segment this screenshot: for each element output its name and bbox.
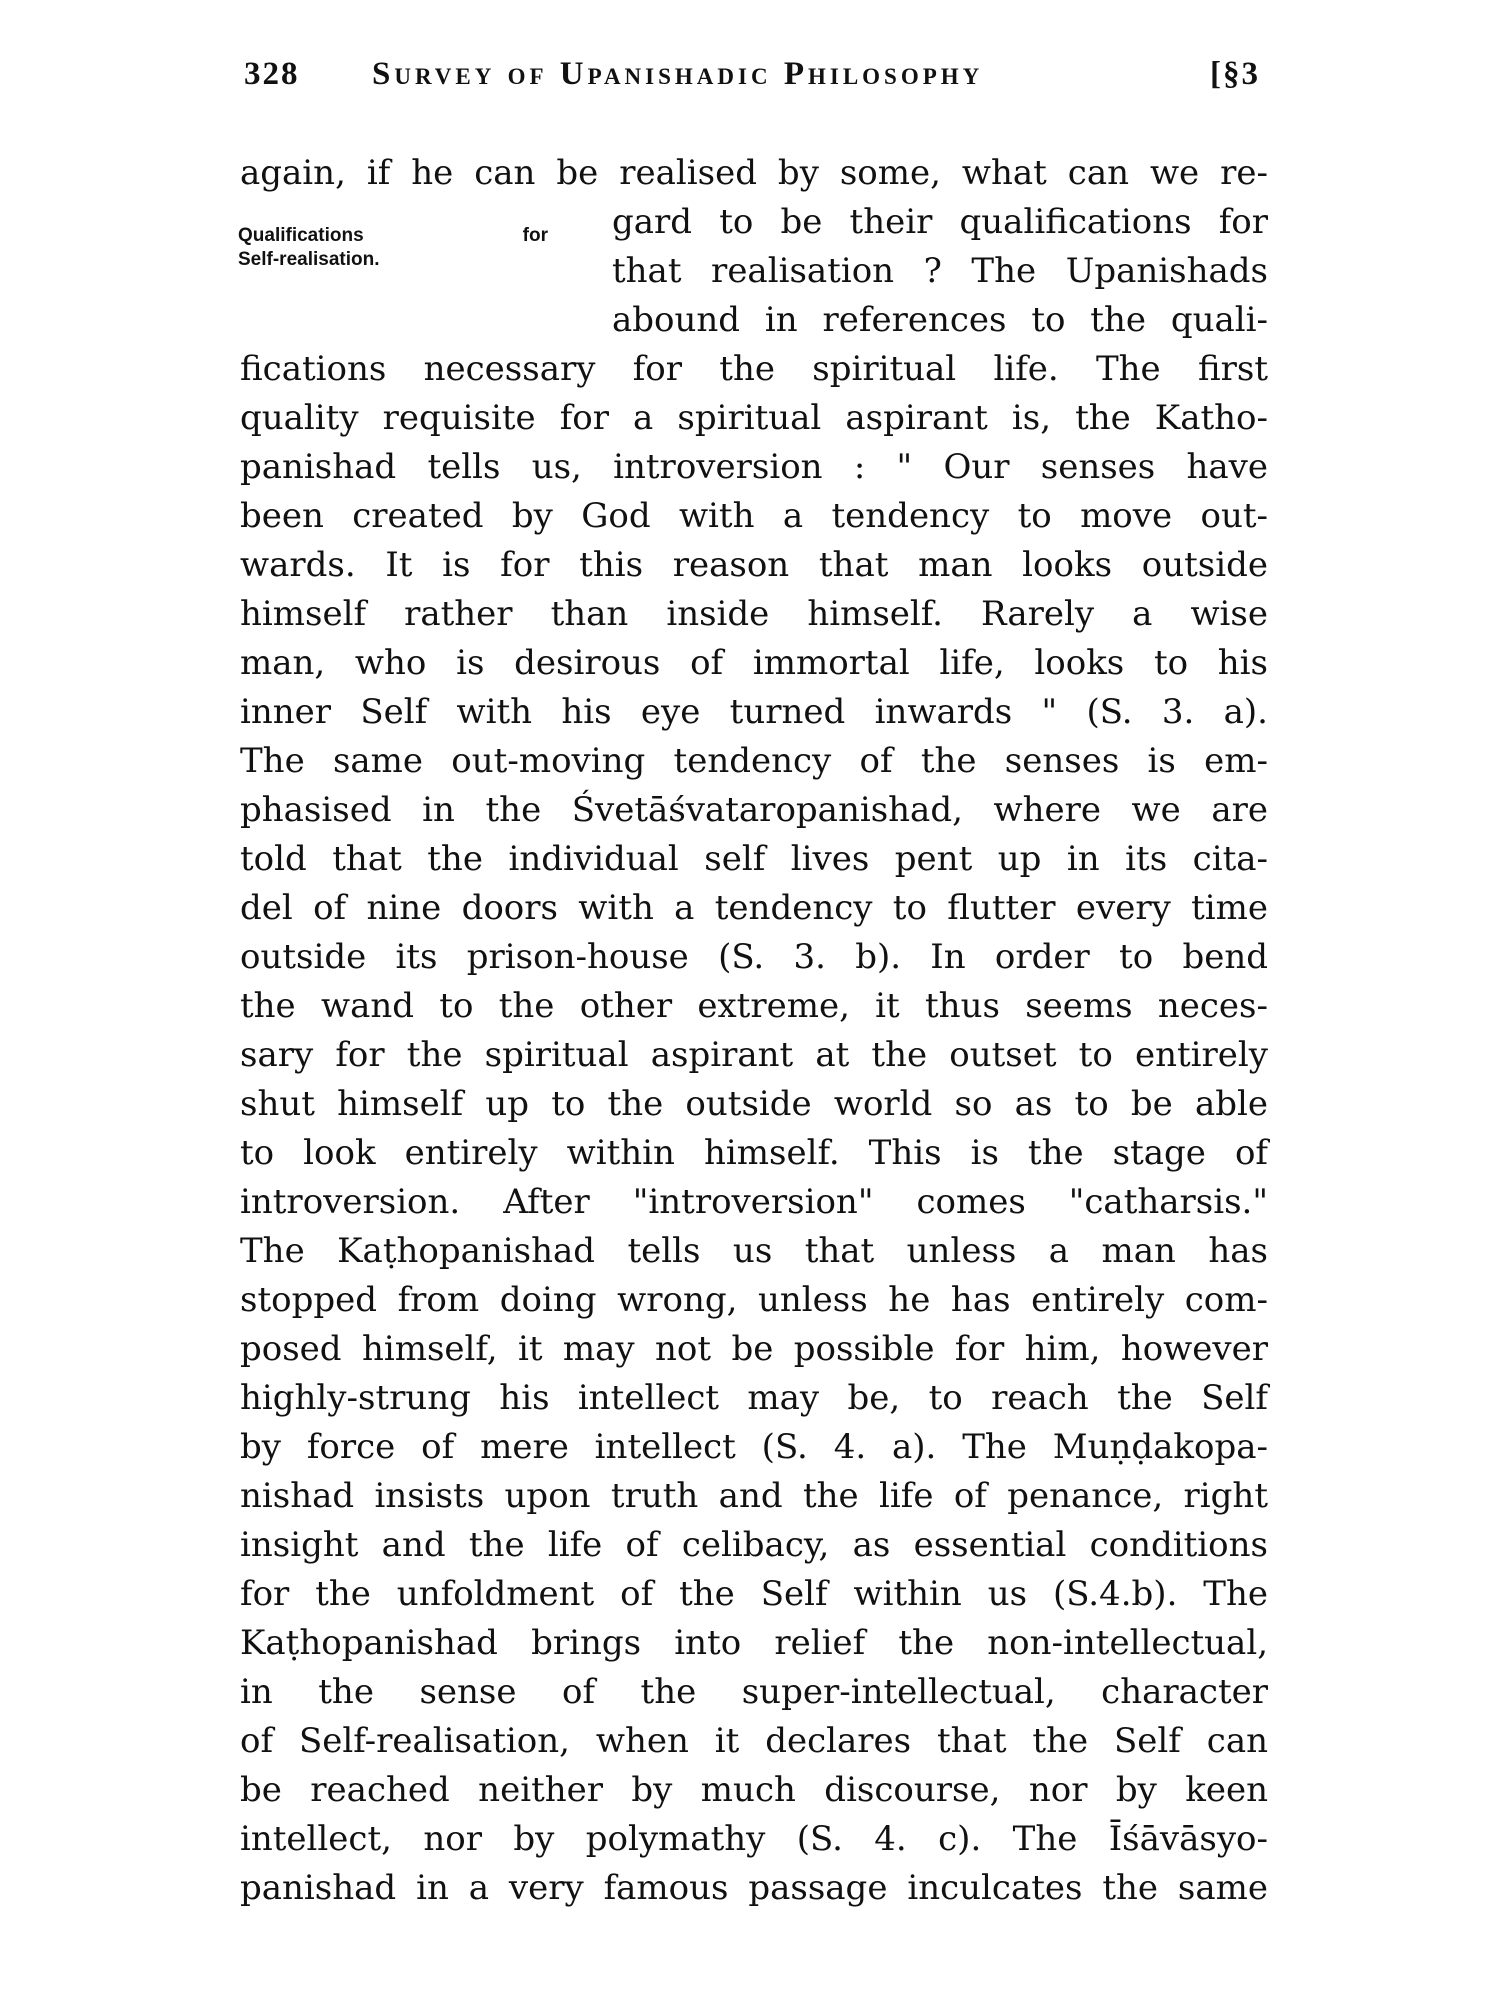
text-line: for the unfoldment of the Self within us (S.4.b). The — [240, 1574, 1268, 1614]
marginal-note — [238, 224, 548, 272]
text-line: highly-strung his intellect may be, to reach the Self — [240, 1378, 1268, 1418]
text-line: panishad in a very famous passage inculcates the same — [240, 1868, 1268, 1908]
running-title: Survey of Upanishadic Philosophy — [372, 56, 984, 92]
text-line: intellect, nor by polymathy (S. 4. c). The Īśāvāsyo- — [240, 1819, 1268, 1859]
text-line: posed himself, it may not be possible for him, however — [240, 1329, 1268, 1369]
section-mark: [§3 — [1210, 56, 1260, 92]
text-line: The same out-moving tendency of the senses is em- — [240, 741, 1268, 781]
text-line: to look entirely within himself. This is the stage of — [240, 1133, 1268, 1173]
text-line: again, if he can be realised by some, what can we re- — [240, 153, 1268, 193]
text-line: del of nine doors with a tendency to flutter every time — [240, 888, 1268, 928]
text-line: the wand to the other extreme, it thus seems neces- — [240, 986, 1268, 1026]
text-line: abound in references to the quali- — [612, 300, 1268, 340]
text-line: man, who is desirous of immortal life, looks to his — [240, 643, 1268, 683]
text-line: been created by God with a tendency to move out- — [240, 496, 1268, 536]
text-line: nishad insists upon truth and the life of penance, right — [240, 1476, 1268, 1516]
text-line: The Kaṭhopanishad tells us that unless a man has — [240, 1231, 1268, 1271]
text-line: by force of mere intellect (S. 4. a). The Muṇḍakopa- — [240, 1427, 1268, 1467]
text-line: gard to be their qualifications for — [612, 202, 1268, 242]
text-line: insight and the life of celibacy, as essential conditions — [240, 1525, 1268, 1565]
marginal-note-line: Qualifications for — [238, 225, 548, 246]
text-line: panishad tells us, introversion : " Our senses have — [240, 447, 1268, 487]
page-number: 328 — [244, 56, 300, 92]
text-line: Kaṭhopanishad brings into relief the non-intellectual, — [240, 1623, 1268, 1663]
text-line: that realisation ? The Upanishads — [612, 251, 1268, 291]
text-line: shut himself up to the outside world so as to be able — [240, 1084, 1268, 1124]
text-line: in the sense of the super-intellectual, character — [240, 1672, 1268, 1712]
text-line: told that the individual self lives pent up in its cita- — [240, 839, 1268, 879]
text-line: phasised in the Śvetāśvataropanishad, where we are — [240, 790, 1268, 830]
text-line: fications necessary for the spiritual life. The first — [240, 349, 1268, 389]
running-header — [244, 56, 1260, 116]
text-line: introversion. After "introversion" comes "catharsis." — [240, 1182, 1268, 1222]
text-line: stopped from doing wrong, unless he has entirely com- — [240, 1280, 1268, 1320]
text-line: be reached neither by much discourse, nor by keen — [240, 1770, 1268, 1810]
text-line: himself rather than inside himself. Rarely a wise — [240, 594, 1268, 634]
text-line: of Self-realisation, when it declares that the Self can — [240, 1721, 1268, 1761]
marginal-note-line: Self-realisation. — [238, 248, 380, 270]
text-line: inner Self with his eye turned inwards " (S. 3. a). — [240, 692, 1268, 732]
text-line: outside its prison-house (S. 3. b). In order to bend — [240, 937, 1268, 977]
text-line: sary for the spiritual aspirant at the outset to entirely — [240, 1035, 1268, 1075]
text-line: quality requisite for a spiritual aspirant is, the Katho- — [240, 398, 1268, 438]
text-line: wards. It is for this reason that man looks outside — [240, 545, 1268, 585]
